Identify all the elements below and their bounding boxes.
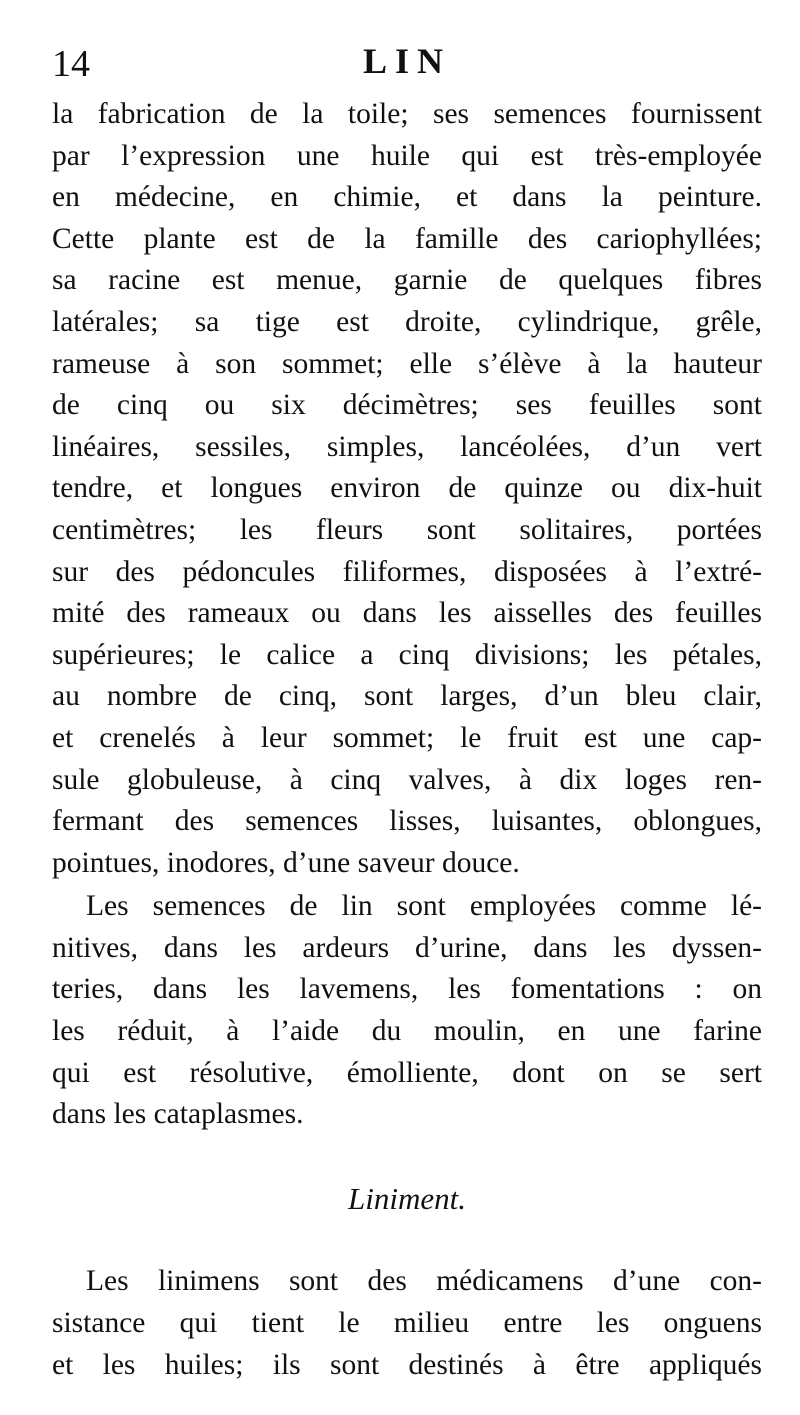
text-line: mité des rameaux ou dans les aisselles des feuilles [52,597,762,630]
text-line: pointues, inodores, d’une saveur douce. [52,846,520,879]
paragraph-flax-description [52,94,762,884]
text-line: sur des pédoncules filiformes, disposées à l’extré- [52,555,762,588]
text-line: supérieures; le calice a cinq divisions; les pétales, [52,638,762,671]
text-line: de cinq ou six décimètres; ses feuilles sont [52,389,762,422]
text-line: sistance qui tient le milieu entre les onguens [52,1307,762,1340]
text-line: dans les cataplasmes. [52,1098,304,1131]
text-line: la fabrication de la toile; ses semences fournissent [52,98,762,130]
text-line: linéaires, sessiles, simples, lancéolées, d’un vert [52,430,762,463]
text-line: et les huiles; ils sont destinés à être appliqués [52,1348,762,1381]
text-line: nitives, dans les ardeurs d’urine, dans les dyssen- [52,931,762,964]
paragraph-liniment [52,1261,762,1386]
text-line: rameuse à son sommet; elle s’élève à la hauteur [52,347,762,380]
text-line: qui est résolutive, émolliente, dont on se sert [52,1056,762,1089]
section-heading: Liniment. [348,1180,466,1216]
text-line: Les linimens sont des médicamens d’une con- [86,1265,762,1298]
running-head-title: LIN [362,41,452,81]
text-line: tendre, et longues environ de quinze ou dix-huit [52,472,762,505]
text-line: fermant des semences lisses, luisantes, oblongues, [52,805,762,838]
book-page [52,34,762,1386]
text-line: centimètres; les fleurs sont solitaires, portées [52,513,762,546]
text-line: en médecine, en chimie, et dans la peinture. [52,181,762,214]
text-line: sule globuleuse, à cinq valves, à dix loges ren- [52,763,762,796]
text-line: Cette plante est de la famille des cariophyllées; [52,222,762,255]
paragraph-seed-uses [52,886,762,1136]
text-line: latérales; sa tige est droite, cylindrique, grêle, [52,305,762,338]
text-line: sa racine est menue, garnie de quelques fibres [52,264,762,297]
text-line: Les semences de lin sont employées comme lé- [86,890,762,923]
text-line: teries, dans les lavemens, les fomentations : on [52,973,762,1006]
text-line: au nombre de cinq, sont larges, d’un bleu clair, [52,680,762,713]
running-head [52,34,762,90]
page-number: 14 [52,43,90,85]
text-line: et crenelés à leur sommet; le fruit est une cap- [52,721,762,754]
text-line: les réduit, à l’aide du moulin, en une farine [52,1015,762,1048]
text-line: par l’expression une huile qui est très-employée [52,139,762,172]
